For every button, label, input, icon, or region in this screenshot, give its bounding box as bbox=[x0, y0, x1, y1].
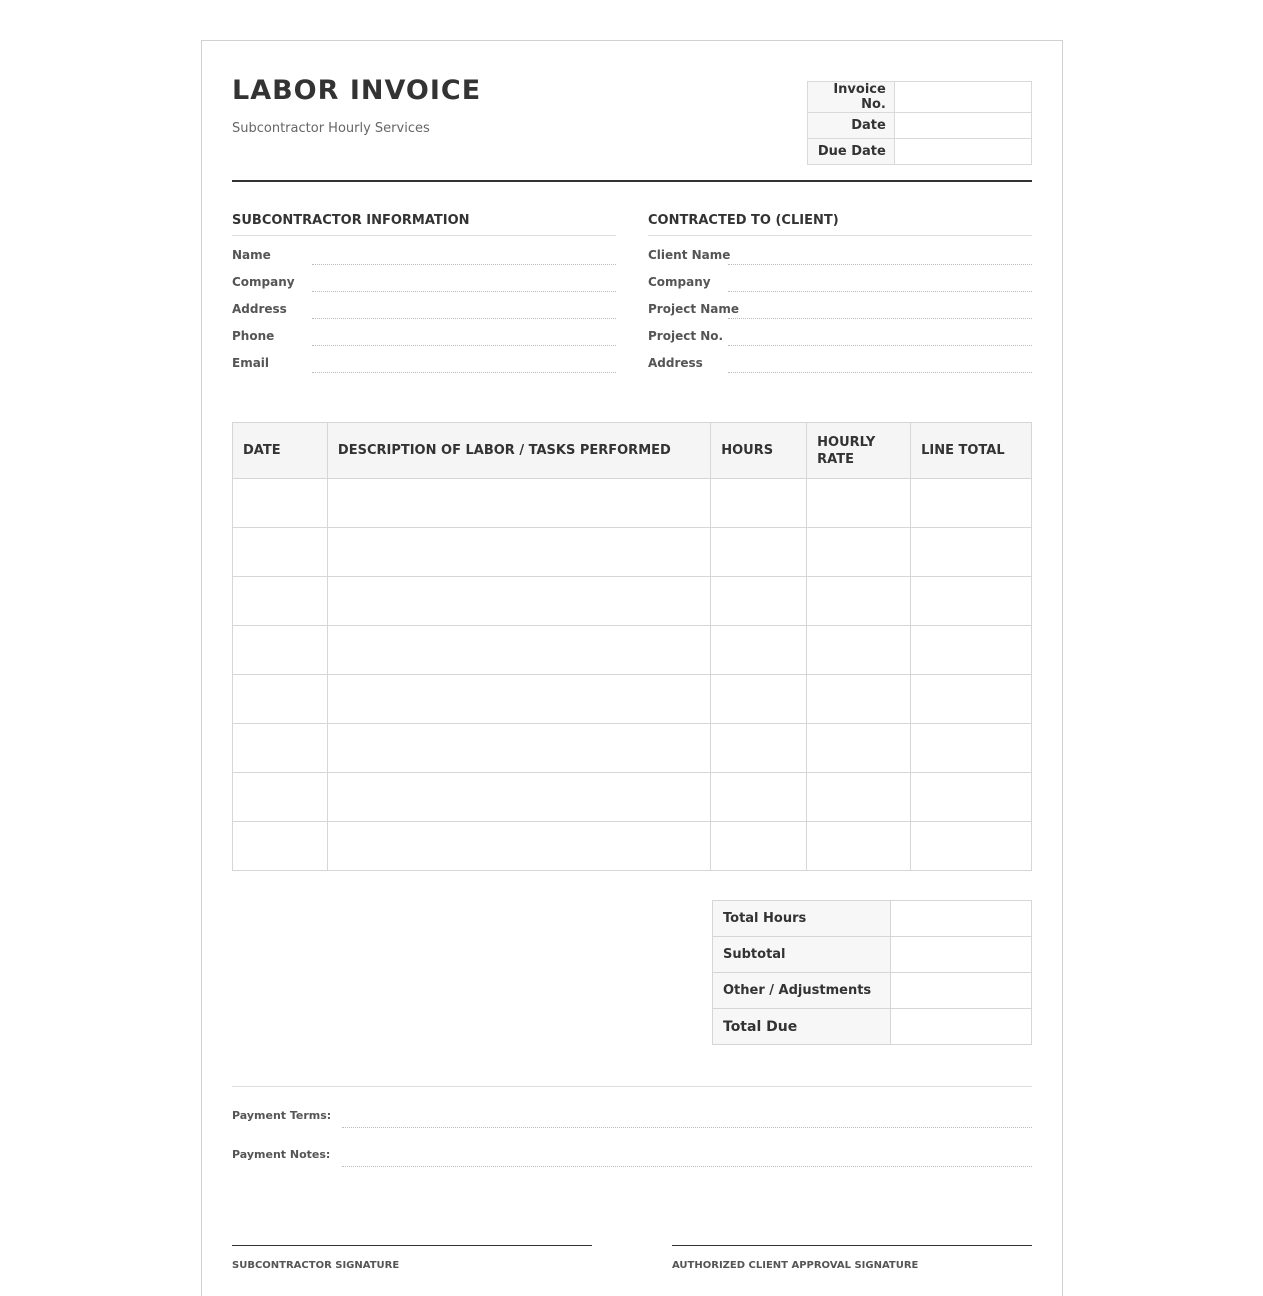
field-label: Email bbox=[232, 356, 270, 370]
table-cell[interactable] bbox=[807, 577, 911, 626]
labor-table bbox=[232, 422, 1032, 871]
header-divider bbox=[232, 180, 1032, 182]
subtotal-field[interactable] bbox=[890, 937, 1031, 973]
invoice-meta-table bbox=[807, 81, 1032, 165]
client-signature[interactable] bbox=[672, 1245, 1032, 1272]
table-row bbox=[233, 675, 1032, 724]
client-section bbox=[648, 213, 1032, 371]
field-label: Address bbox=[232, 302, 287, 316]
subcontractor-field[interactable] bbox=[232, 290, 616, 317]
date-label: Date bbox=[808, 113, 895, 139]
subcontractor-field[interactable] bbox=[232, 344, 616, 371]
field-line[interactable] bbox=[312, 372, 616, 373]
subcontractor-field[interactable] bbox=[232, 263, 616, 290]
subcontractor-section bbox=[232, 213, 616, 371]
payment-notes-line[interactable] bbox=[342, 1166, 1032, 1167]
table-cell[interactable] bbox=[911, 675, 1032, 724]
table-row bbox=[233, 577, 1032, 626]
table-cell[interactable] bbox=[807, 528, 911, 577]
table-cell[interactable] bbox=[233, 822, 328, 871]
labor-table-body bbox=[233, 479, 1032, 871]
column-header-date: DATE bbox=[233, 423, 328, 479]
table-cell[interactable] bbox=[711, 773, 807, 822]
field-label: Company bbox=[232, 275, 295, 289]
table-cell[interactable] bbox=[911, 822, 1032, 871]
due-date-field[interactable] bbox=[894, 139, 1031, 165]
column-header-description: DESCRIPTION OF LABOR / TASKS PERFORMED bbox=[327, 423, 710, 479]
table-cell[interactable] bbox=[711, 577, 807, 626]
client-field[interactable] bbox=[648, 263, 1032, 290]
payment-notes[interactable] bbox=[232, 1148, 1032, 1168]
invoice-page bbox=[201, 40, 1063, 1296]
subcontractor-field[interactable] bbox=[232, 236, 616, 263]
table-cell[interactable] bbox=[807, 479, 911, 528]
client-heading: CONTRACTED TO (CLIENT) bbox=[648, 213, 1032, 236]
client-field[interactable] bbox=[648, 236, 1032, 263]
column-header-line-total: LINE TOTAL bbox=[911, 423, 1032, 479]
total-due-field[interactable] bbox=[890, 1009, 1031, 1045]
invoice-no-field[interactable] bbox=[894, 82, 1031, 113]
subcontractor-field[interactable] bbox=[232, 317, 616, 344]
table-cell[interactable] bbox=[327, 822, 710, 871]
total-due-label: Total Due bbox=[713, 1009, 891, 1045]
payment-terms-line[interactable] bbox=[342, 1127, 1032, 1128]
table-cell[interactable] bbox=[327, 773, 710, 822]
table-cell[interactable] bbox=[911, 773, 1032, 822]
table-cell[interactable] bbox=[807, 724, 911, 773]
total-hours-field[interactable] bbox=[890, 901, 1031, 937]
table-cell[interactable] bbox=[911, 479, 1032, 528]
table-cell[interactable] bbox=[327, 528, 710, 577]
payment-notes-label: Payment Notes: bbox=[232, 1148, 331, 1161]
table-cell[interactable] bbox=[327, 724, 710, 773]
subtotal-label: Subtotal bbox=[713, 937, 891, 973]
table-row bbox=[233, 724, 1032, 773]
field-label: Phone bbox=[232, 329, 275, 343]
table-cell[interactable] bbox=[711, 528, 807, 577]
client-signature-label: AUTHORIZED CLIENT APPROVAL SIGNATURE bbox=[672, 1260, 919, 1271]
payment-divider bbox=[232, 1086, 1032, 1087]
subcontractor-signature[interactable] bbox=[232, 1245, 592, 1272]
table-row bbox=[233, 528, 1032, 577]
table-cell[interactable] bbox=[711, 822, 807, 871]
table-cell[interactable] bbox=[233, 577, 328, 626]
table-cell[interactable] bbox=[711, 724, 807, 773]
table-cell[interactable] bbox=[233, 773, 328, 822]
client-field[interactable] bbox=[648, 344, 1032, 371]
table-cell[interactable] bbox=[807, 675, 911, 724]
table-row bbox=[233, 626, 1032, 675]
table-cell[interactable] bbox=[327, 577, 710, 626]
table-cell[interactable] bbox=[807, 626, 911, 675]
labor-table-header bbox=[233, 423, 1032, 479]
date-field[interactable] bbox=[894, 113, 1031, 139]
table-cell[interactable] bbox=[233, 479, 328, 528]
table-cell[interactable] bbox=[233, 724, 328, 773]
table-cell[interactable] bbox=[911, 577, 1032, 626]
field-label: Project No. bbox=[648, 329, 724, 343]
table-cell[interactable] bbox=[711, 626, 807, 675]
field-line[interactable] bbox=[728, 372, 1032, 373]
adjustments-field[interactable] bbox=[890, 973, 1031, 1009]
table-cell[interactable] bbox=[327, 626, 710, 675]
table-row bbox=[233, 479, 1032, 528]
total-hours-label: Total Hours bbox=[713, 901, 891, 937]
table-cell[interactable] bbox=[327, 479, 710, 528]
payment-terms-label: Payment Terms: bbox=[232, 1109, 332, 1122]
field-label: Address bbox=[648, 356, 703, 370]
payment-terms[interactable] bbox=[232, 1109, 1032, 1129]
table-cell[interactable] bbox=[911, 626, 1032, 675]
table-cell[interactable] bbox=[327, 675, 710, 724]
table-cell[interactable] bbox=[911, 724, 1032, 773]
table-cell[interactable] bbox=[233, 626, 328, 675]
table-row bbox=[233, 822, 1032, 871]
table-cell[interactable] bbox=[807, 822, 911, 871]
due-date-label: Due Date bbox=[808, 139, 895, 165]
invoice-no-label: Invoice No. bbox=[808, 82, 895, 113]
table-row bbox=[233, 773, 1032, 822]
column-header-hourly-rate: HOURLY RATE bbox=[807, 423, 911, 479]
table-cell[interactable] bbox=[911, 528, 1032, 577]
page-title: LABOR INVOICE bbox=[232, 75, 482, 106]
client-field[interactable] bbox=[648, 317, 1032, 344]
table-cell[interactable] bbox=[711, 675, 807, 724]
client-field[interactable] bbox=[648, 290, 1032, 317]
adjustments-label: Other / Adjustments bbox=[713, 973, 891, 1009]
field-label: Company bbox=[648, 275, 711, 289]
table-cell[interactable] bbox=[711, 479, 807, 528]
totals-table bbox=[712, 900, 1032, 1045]
table-cell[interactable] bbox=[233, 528, 328, 577]
page-subtitle: Subcontractor Hourly Services bbox=[232, 121, 430, 136]
subcontractor-heading: SUBCONTRACTOR INFORMATION bbox=[232, 213, 616, 236]
table-cell[interactable] bbox=[233, 675, 328, 724]
field-label: Client Name bbox=[648, 248, 731, 262]
subcontractor-signature-label: SUBCONTRACTOR SIGNATURE bbox=[232, 1260, 400, 1271]
table-cell[interactable] bbox=[807, 773, 911, 822]
field-label: Name bbox=[232, 248, 271, 262]
column-header-hours: HOURS bbox=[711, 423, 807, 479]
field-label: Project Name bbox=[648, 302, 740, 316]
